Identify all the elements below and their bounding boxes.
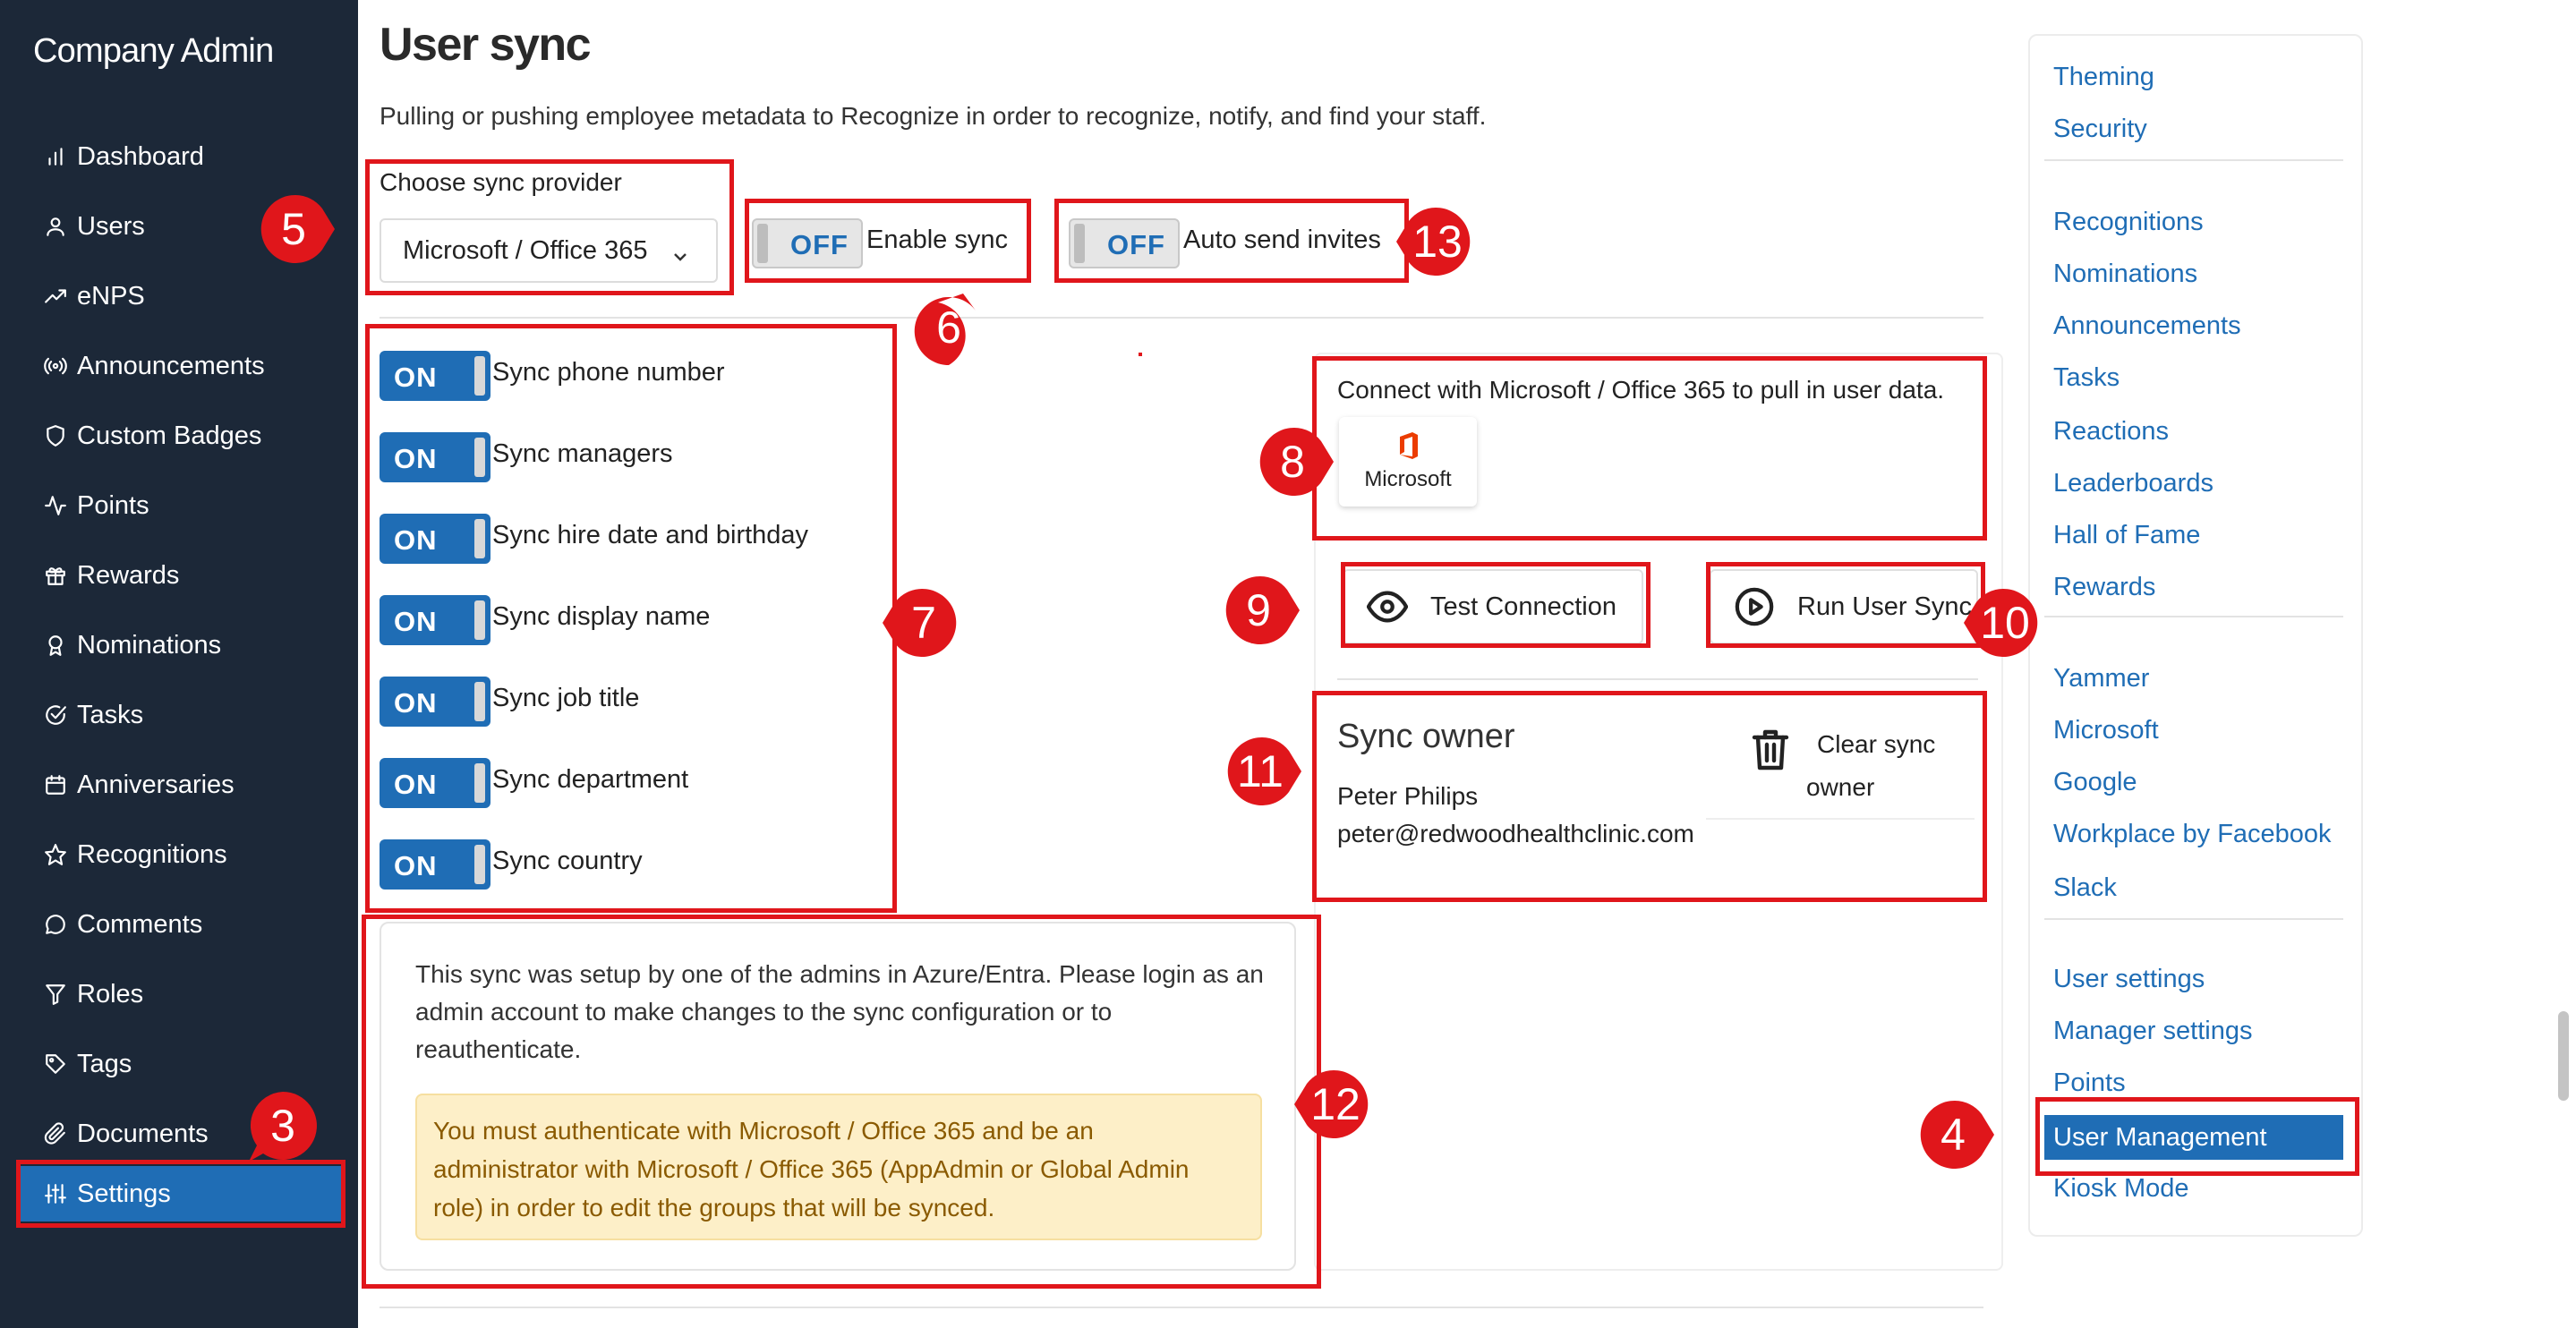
award-icon [39,629,72,661]
run-user-sync-label: Run User Sync [1797,592,1973,621]
toggle-state: ON [394,443,438,474]
sidebar-item-label: eNPS [77,281,145,311]
sidebar-item-tags[interactable] [16,1036,342,1092]
check-circle-icon [39,699,72,731]
trending-up-icon [39,280,72,312]
sync-hire-date-label: Sync hire date and birthday [492,521,809,549]
annotation-number: 12 [1310,1079,1361,1129]
annotation-box-10 [1706,562,1985,648]
app-title: Company Admin [33,32,274,70]
auth-warning: You must authenticate with Microsoft / Office 365 and be an administrator with Microsoft / Office 365 (AppAdmin or Global Admin role) in order to edit the groups that will be synced. [415,1094,1262,1240]
settings-link-tasks[interactable]: Tasks [2053,363,2120,392]
gift-icon [39,559,72,592]
sync-owner-title: Sync owner [1337,718,1515,755]
annotation-marker-12 [1294,1067,1369,1142]
annotation-marker-8 [1258,424,1334,499]
divider [380,317,1983,319]
annotation-marker-5 [260,192,335,267]
sidebar-item-label: Recognitions [77,839,227,869]
sidebar-item-label: Tasks [77,700,144,729]
settings-link-theming[interactable]: Theming [2053,63,2154,91]
settings-link-security[interactable]: Security [2053,115,2147,143]
message-circle-icon [39,908,72,941]
annotation-number: 11 [1237,746,1284,796]
settings-link-recognitions[interactable]: Recognitions [2053,208,2204,236]
toggle-state: OFF [1107,229,1165,260]
auto-send-invites-label: Auto send invites [1183,226,1381,254]
enable-sync-label: Enable sync [866,226,1008,254]
bar-chart-icon [39,140,72,173]
annotation-box-3 [16,1160,345,1228]
annotation-box-13 [1054,199,1409,283]
sidebar-item-recognitions[interactable] [16,827,342,882]
toggle-state: ON [394,362,438,393]
annotation-box-12 [362,915,1321,1289]
settings-link-kiosk-mode[interactable]: Kiosk Mode [2053,1174,2189,1203]
settings-link-reactions[interactable]: Reactions [2053,417,2169,446]
annotation-box-8 [1312,356,1987,541]
settings-link-microsoft[interactable]: Microsoft [2053,716,2159,745]
divider [2044,918,2343,920]
settings-link-nominations[interactable]: Nominations [2053,260,2198,288]
settings-link-user-management[interactable]: User Management [2044,1115,2343,1160]
user-icon [39,210,72,243]
sidebar-item-label: Settings [77,1179,171,1208]
toggle-state: ON [394,850,438,881]
annotation-marker-3 [245,1088,320,1163]
sidebar-item-dashboard[interactable] [16,129,342,184]
sidebar-item-tasks[interactable] [16,687,342,743]
sidebar-item-label: Rewards [77,560,180,590]
clear-sync-owner-label-line1: Clear sync [1817,730,1936,758]
sidebar-item-label: Users [77,211,145,241]
paperclip-icon [39,1118,72,1150]
annotation-marker-11 [1226,734,1301,809]
annotation-marker-4 [1919,1097,1994,1172]
annotation-number: 5 [281,204,306,254]
settings-link-leaderboards[interactable]: Leaderboards [2053,469,2213,498]
sidebar-item-points[interactable] [16,478,342,533]
sidebar-item-anniversaries[interactable] [16,757,342,813]
filter-icon [39,978,72,1010]
annotation-dot [1139,353,1142,356]
sidebar-item-label: Comments [77,909,203,939]
sidebar-item-nominations[interactable] [16,617,342,673]
settings-link-user-settings[interactable]: User settings [2053,965,2205,993]
provider-selected-value: Microsoft / Office 365 [403,235,648,265]
provider-label: Choose sync provider [380,168,622,196]
annotation-box-4 [2035,1097,2359,1176]
toggle-state: ON [394,687,438,719]
annotation-number: 7 [911,598,936,648]
annotation-marker-10 [1964,585,2039,660]
annotation-number: 4 [1941,1110,1966,1160]
settings-link-yammer[interactable]: Yammer [2053,664,2150,693]
annotation-number: 6 [936,302,961,353]
settings-link-points[interactable]: Points [2053,1068,2126,1097]
annotation-number: 10 [1980,598,2030,648]
divider [2044,616,2343,617]
sidebar-item-label: Announcements [77,351,265,380]
settings-link-announcements[interactable]: Announcements [2053,311,2241,340]
test-connection-label: Test Connection [1430,592,1616,621]
annotation-number: 3 [270,1101,295,1151]
sidebar-item-label: Anniversaries [77,770,235,799]
sync-job-title-label: Sync job title [492,684,640,712]
annotation-box-11 [1312,691,1987,902]
sidebar-item-enps[interactable] [16,268,342,324]
page-subtitle: Pulling or pushing employee metadata to Recognize in order to recognize, notify, and find your staff. [380,102,1487,130]
sidebar-item-label: Points [77,490,149,520]
annotation-marker-6 [911,290,986,365]
activity-icon [39,489,72,522]
annotation-marker-7 [883,585,958,660]
calendar-icon [39,769,72,801]
annotation-box-6 [745,199,1031,283]
settings-link-google[interactable]: Google [2053,768,2137,796]
toggle-state: OFF [790,229,849,260]
toggle-state: ON [394,769,438,800]
page-title: User sync [380,19,591,71]
divider [380,1307,1983,1308]
broadcast-icon [39,350,72,382]
settings-link-slack[interactable]: Slack [2053,873,2117,902]
settings-link-manager-settings[interactable]: Manager settings [2053,1017,2253,1045]
sync-managers-label: Sync managers [492,439,673,468]
clear-sync-owner-label-line2: owner [1806,773,1875,801]
sidebar-item-comments[interactable] [16,897,342,952]
sync-owner-name: Peter Philips [1337,782,1479,810]
annotation-number: 8 [1280,437,1305,487]
toggle-state: ON [394,524,438,556]
sync-country-label: Sync country [492,847,643,875]
sidebar-item-label: Roles [77,979,144,1009]
settings-link-rewards[interactable]: Rewards [2053,573,2156,601]
settings-link-hall-of-fame[interactable]: Hall of Fame [2053,521,2201,549]
sidebar-item-label: Nominations [77,630,222,660]
sync-department-label: Sync department [492,765,689,794]
sidebar-item-announcements[interactable] [16,338,342,394]
sync-phone-label: Sync phone number [492,358,725,387]
annotation-box-9 [1341,562,1651,648]
sidebar-item-label: Dashboard [77,141,204,171]
sidebar-item-rewards[interactable] [16,548,342,603]
sidebar-item-label: Tags [77,1049,132,1078]
sidebar-item-roles[interactable] [16,966,342,1022]
annotation-marker-9 [1224,573,1300,648]
sidebar-item-custom-badges[interactable] [16,408,342,464]
annotation-marker-13 [1396,204,1471,279]
sidebar-item-label: Custom Badges [77,421,262,450]
tag-icon [39,1048,72,1080]
shield-icon [39,420,72,452]
sidebar-item-label: Documents [77,1119,209,1148]
connect-text: Connect with Microsoft / Office 365 to pull in user data. [1337,376,1945,404]
annotation-box-5 [365,159,734,295]
toggle-state: ON [394,606,438,637]
settings-link-workplace[interactable]: Workplace by Facebook [2053,820,2332,848]
sync-owner-email: peter@redwoodhealthclinic.com [1337,820,1694,847]
annotation-number: 9 [1246,585,1271,635]
microsoft-button-label: Microsoft [1364,467,1452,491]
page-scrollbar[interactable] [2558,1011,2569,1101]
sync-info-text: This sync was setup by one of the admins in Azure/Entra. Please login as an admin account to make changes to the sync configuration or to reauthenticate. [415,960,1264,1063]
annotation-number: 13 [1412,217,1463,267]
star-icon [39,839,72,871]
divider [1337,678,1978,680]
divider [2044,159,2343,161]
sync-display-name-label: Sync display name [492,602,711,631]
annotation-box-7 [365,324,897,913]
